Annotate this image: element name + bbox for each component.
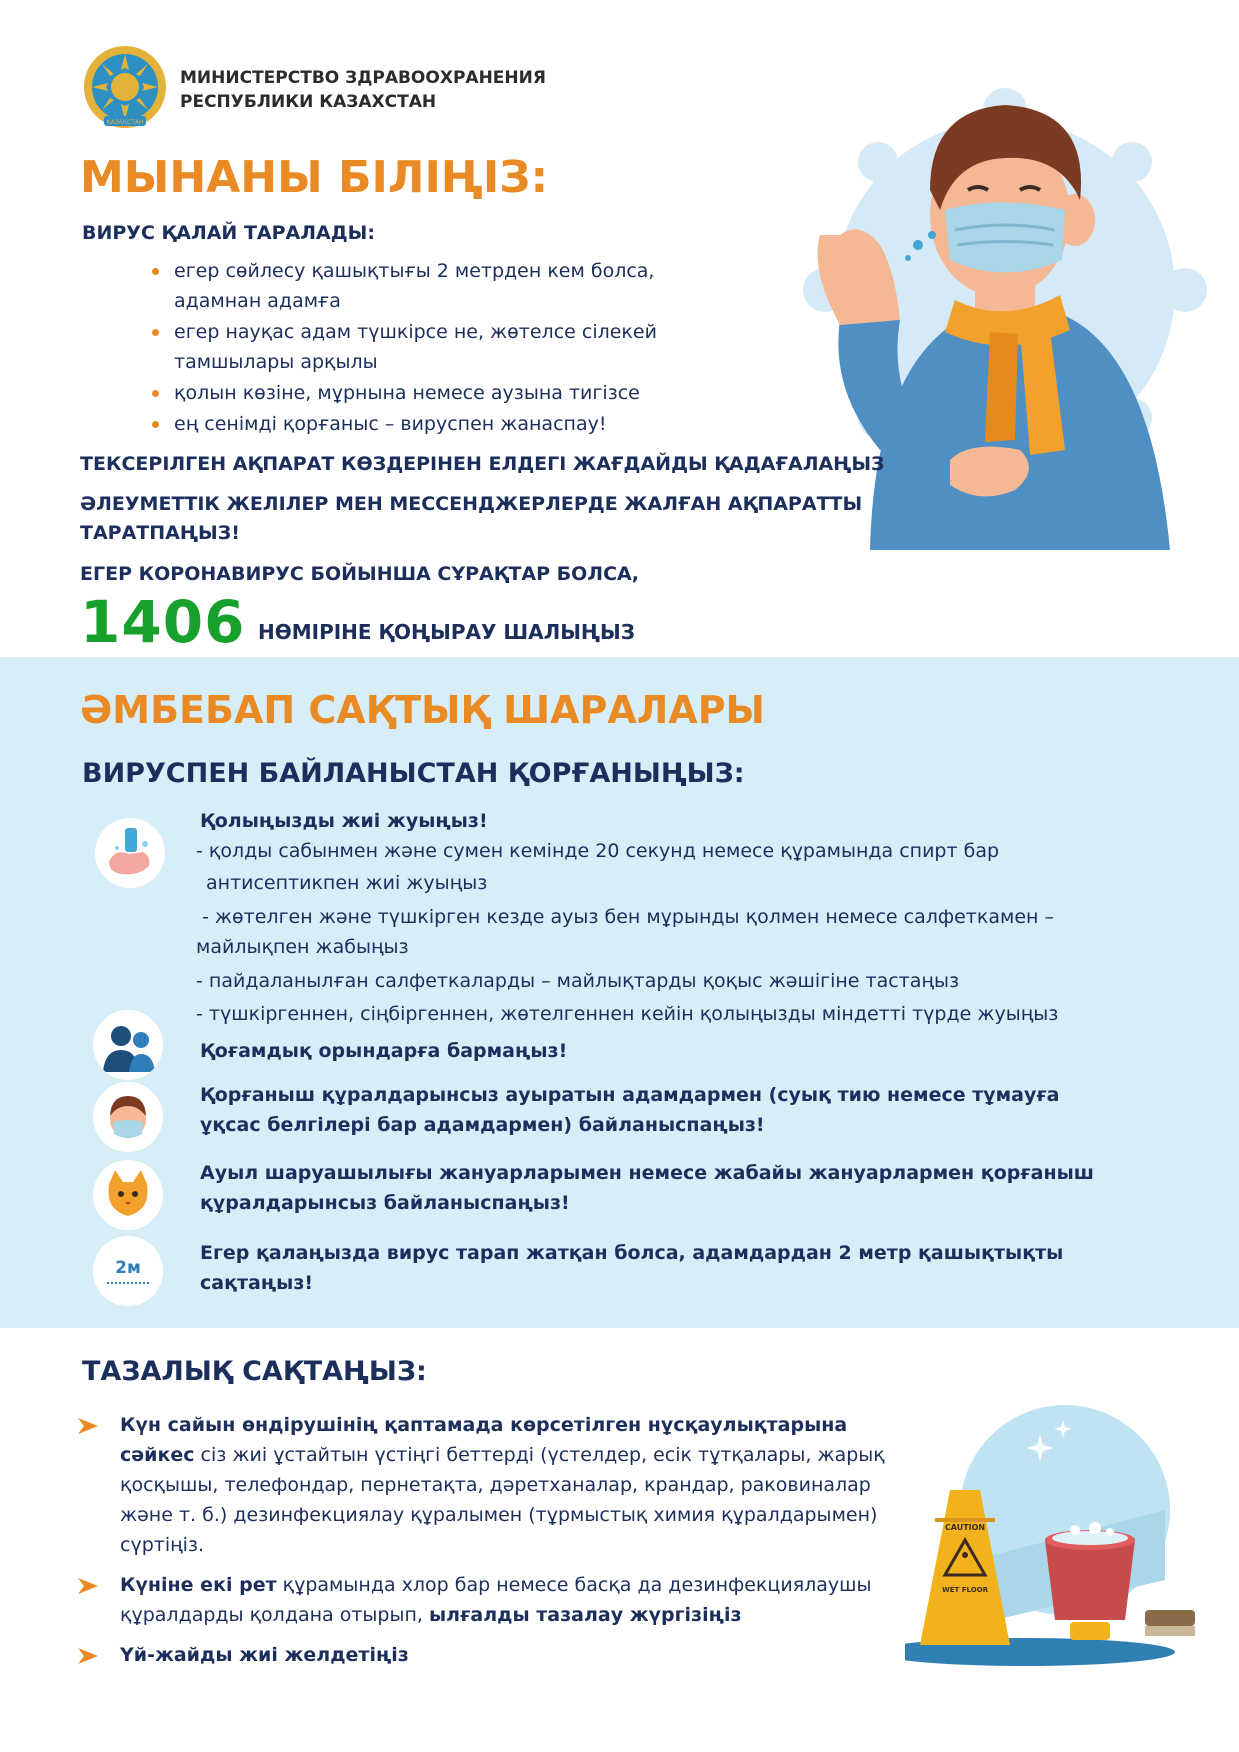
list-item [150, 378, 710, 408]
disinfect-bold: Күн сайын өндірушінің қаптамада көрсетілген нұсқаулықтарына сәйкес [120, 1414, 848, 1466]
verified-sources-notice: ТЕКСЕРІЛГЕН АҚПАРАТ КӨЗДЕРІНЕН ЕЛДЕГІ ЖАҒДАЙДЫ ҚАДАҒАЛАҢЫЗ [80, 453, 885, 475]
keep-distance: Егер қалаңызда вирус тарап жатқан болса, адамдардан 2 метр қашықтықты сақтаңыз! [200, 1242, 1064, 1294]
state-emblem [82, 44, 168, 130]
wash-line: - пайдаланылған салфеткаларды – майлықтарды қоқыс жәшігіне тастаңыз [196, 970, 960, 992]
wash-line: - қолды сабынмен және сумен кемінде 20 секунд немесе құрамында спирт бар [196, 840, 1000, 862]
ministry-line-2: РЕСПУБЛИКИ КАЗАХСТАН [180, 92, 437, 112]
bullet-dot-icon [152, 421, 159, 428]
arrow-bullet-icon [78, 1578, 98, 1594]
avoid-sick-people: Қорғаныш құралдарынсыз ауыратын адамдармен (суық тию немесе тұмауға ұқсас белгілері бар адамдармен) байланыспаңыз! [200, 1084, 1060, 1136]
people-icon [93, 1010, 163, 1080]
distance-2m-icon [93, 1236, 163, 1306]
wash-hands-title: Қолыңызды жиі жуыңыз! [200, 810, 488, 832]
distance-label: 2м [115, 1258, 141, 1278]
know-title: МЫНАНЫ БІЛІҢІЗ: [80, 152, 549, 203]
list-item-text: қолын көзіне, мұрнына немесе аузына тигізсе [174, 382, 640, 404]
list-item-text: ең сенімді қорғаныс – вируспен жанаспау! [174, 413, 607, 435]
svg-text:WET FLOOR: WET FLOOR [942, 1586, 988, 1594]
svg-text:ҚАЗАҚСТАН: ҚАЗАҚСТАН [106, 119, 144, 126]
cat-icon [93, 1160, 163, 1230]
protect-subtitle: ВИРУСПЕН БАЙЛАНЫСТАН ҚОРҒАНЫҢЫЗ: [82, 758, 745, 789]
bullet-dot-icon [152, 390, 159, 397]
hotline-number: 1406 [80, 588, 246, 656]
disinfect-paragraph [120, 1410, 925, 1560]
avoid-public-places: Қоғамдық орындарға бармаңыз! [200, 1040, 568, 1062]
cleaning-illustration [905, 1390, 1205, 1670]
spread-list [150, 256, 710, 440]
arrow-bullet-icon [78, 1648, 98, 1664]
hand-wash-icon [95, 818, 165, 888]
ventilate-paragraph [120, 1640, 925, 1670]
bullet-dot-icon [152, 268, 159, 275]
wet-cleaning-bold-2: ылғалды тазалау жүргізіңіз [428, 1604, 742, 1626]
bullet-dot-icon [152, 329, 159, 336]
hygiene-title: ТАЗАЛЫҚ САҚТАҢЫЗ: [82, 1356, 427, 1387]
questions-notice: ЕГЕР КОРОНАВИРУС БОЙЫНША СҰРАҚТАР БОЛСА, [80, 563, 639, 585]
ventilate-text: Үй-жайды жиі желдетіңіз [120, 1644, 409, 1666]
ministry-line-1: МИНИСТЕРСТВО ЗДРАВООХРАНЕНИЯ [180, 68, 546, 88]
disinfect-text: сіз жиі ұстайтын үстіңгі беттерді (үстелдер, есік тұтқалары, жарық қосқышы, телефондар, пернетақта, дәретханалар, крандар, раковиналар және т. б.) дезинфекциялау құралымен (тұрмыстық химия құралдарымен) сүртіңіз. [120, 1444, 885, 1556]
masked-person-icon [93, 1082, 163, 1152]
list-item [150, 256, 710, 316]
list-item [150, 317, 710, 377]
ministry-name [180, 66, 546, 114]
wash-line: майлықпен жабыңыз [196, 936, 409, 958]
list-item-text: егер сөйлесу қашықтығы 2 метрден кем болса, адамнан адамға [174, 260, 655, 312]
svg-text:CAUTION: CAUTION [944, 1523, 986, 1532]
wash-line: - түшкіргеннен, сіңбіргеннен, жөтелгеннен кейін қолыңызды міндетті түрде жуыңыз [196, 1003, 1059, 1025]
list-item-text: егер науқас адам түшкірсе не, жөтелсе сілекей тамшылары арқылы [174, 321, 657, 373]
hotline-text: НӨМІРІНЕ ҚОҢЫРАУ ШАЛЫҢЫЗ [258, 620, 635, 644]
virus-spread-subtitle: ВИРУС ҚАЛАЙ ТАРАЛАДЫ: [82, 222, 375, 244]
fake-news-notice: ӘЛЕУМЕТТІК ЖЕЛІЛЕР МЕН МЕССЕНДЖЕРЛЕРДЕ ЖАЛҒАН АҚПАРАТТЫ ТАРАТПАҢЫЗ! [80, 493, 863, 544]
wet-cleaning-text: құрамында хлор бар немесе басқа да дезинфекциялаушы құралдарды қолдана отырып, [120, 1574, 872, 1626]
avoid-animals: Ауыл шаруашылығы жануарларымен немесе жабайы жануарлармен қорғаныш құралдарынсыз байланыспаңыз! [200, 1162, 1094, 1214]
wet-cleaning-bold-1: Күніне екі рет [120, 1574, 277, 1596]
wash-line: антисептикпен жиі жуыңыз [206, 872, 488, 894]
wash-line: - жөтелген және түшкірген кезде ауыз бен мұрынды қолмен немесе салфеткамен – [196, 906, 1054, 928]
wet-cleaning-paragraph [120, 1570, 925, 1630]
list-item [150, 409, 710, 439]
distance-line-icon [107, 1282, 149, 1284]
arrow-bullet-icon [78, 1418, 98, 1434]
precautions-title: ӘМБЕБАП САҚТЫҚ ШАРАЛАРЫ [80, 688, 765, 732]
